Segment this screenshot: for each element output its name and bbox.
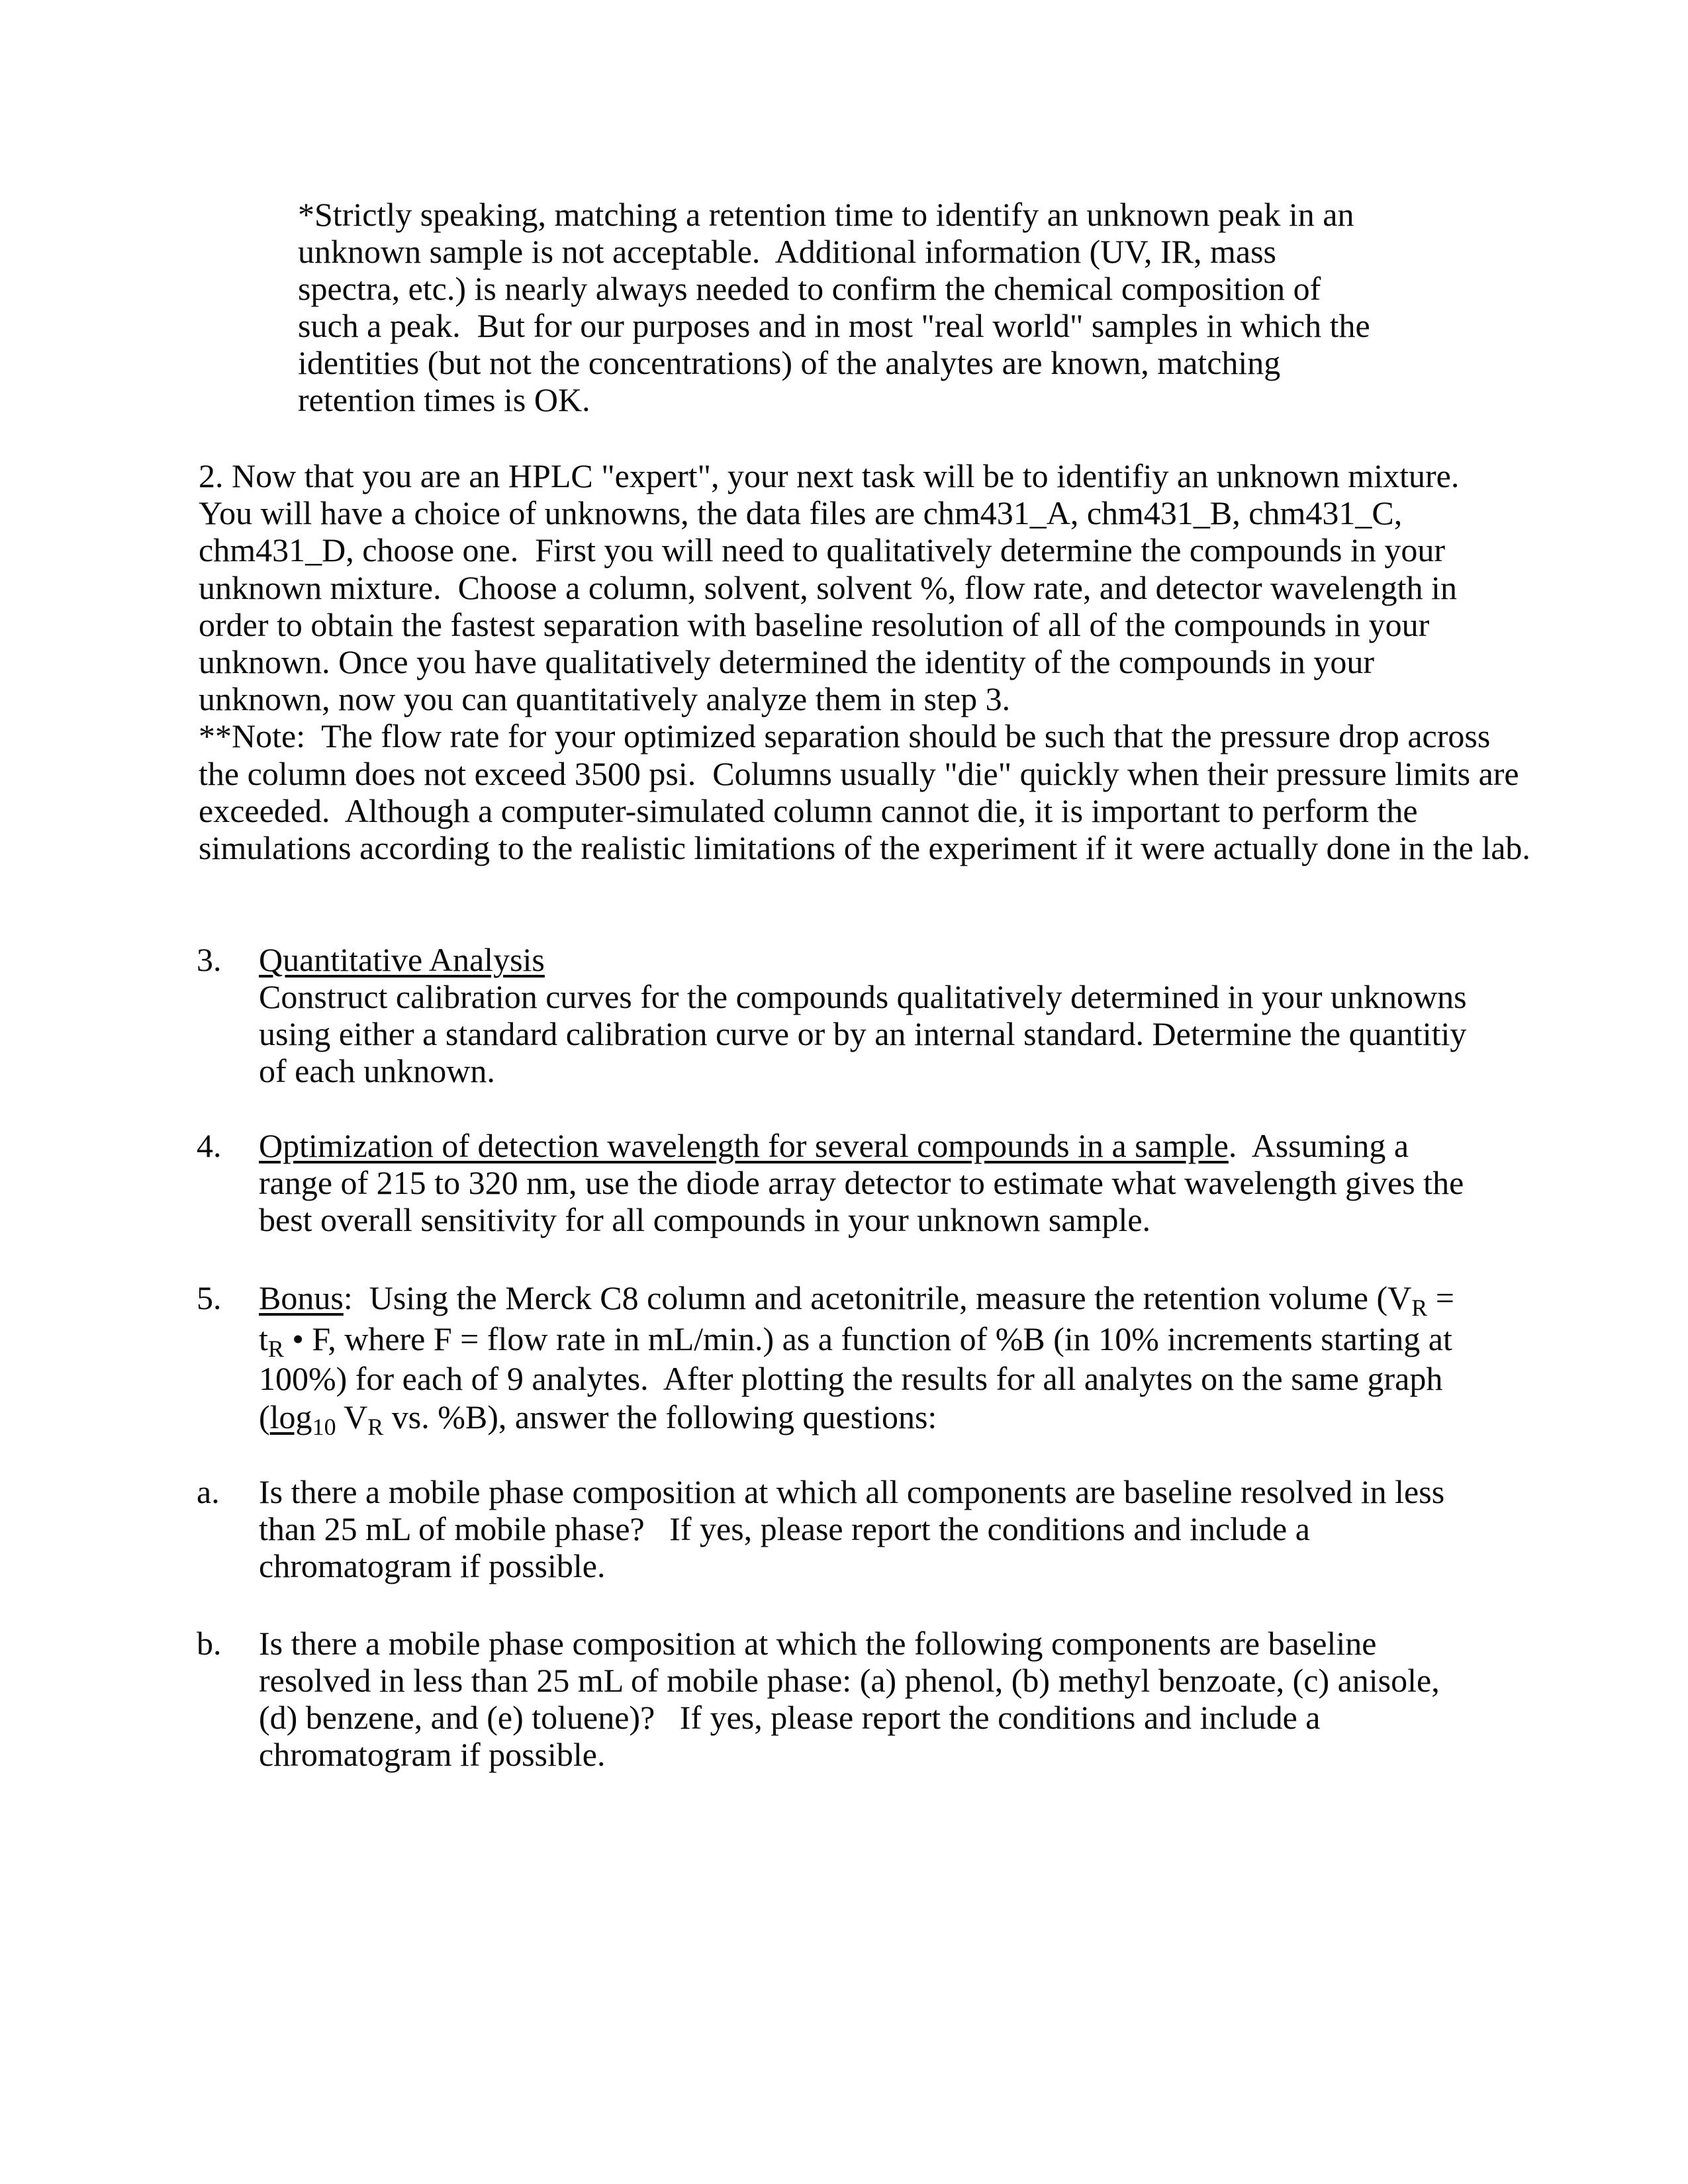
section-number: 4.	[197, 1127, 222, 1164]
question-label: b.	[197, 1625, 222, 1662]
question-label: a.	[197, 1473, 220, 1510]
section-5-line-3: 100%) for each of 9 analytes. After plotting the results for all analytes on the same graph	[259, 1360, 1443, 1397]
section-2-line: unknown mixture. Choose a column, solvent, solvent %, flow rate, and detector wavelength in	[199, 569, 1457, 606]
section-5-line-4	[259, 1398, 937, 1440]
section-2-line: chm431_D, choose one. First you will need to qualitatively determine the compounds in your	[199, 531, 1445, 569]
section-number: 5.	[197, 1279, 222, 1316]
section-number: 3.	[197, 941, 222, 978]
section-number: 2.	[199, 457, 224, 494]
section-5-text: (	[259, 1398, 270, 1435]
footnote-line: such a peak. But for our purposes and in most "real world" samples in which the	[298, 307, 1370, 344]
section-4-line: best overall sensitivity for all compounds in your unknown sample.	[259, 1201, 1151, 1238]
footnote-line: *Strictly speaking, matching a retention time to identify an unknown peak in an	[298, 196, 1354, 233]
section-5-text: • F, where F = flow rate in mL/min.) as a function of %B (in 10% increments starting at	[283, 1320, 1452, 1357]
section-4-heading: Optimization of detection wavelength for several compounds in a sample	[259, 1127, 1229, 1164]
subscript: 10	[312, 1414, 336, 1440]
section-3-line: of each unknown.	[259, 1052, 495, 1089]
footnote-line: spectra, etc.) is nearly always needed to confirm the chemical composition of	[298, 270, 1321, 307]
subscript: R	[267, 1336, 284, 1362]
section-5-line-2	[259, 1320, 1452, 1362]
note-line: exceeded. Although a computer-simulated column cannot die, it is important to perform the	[199, 792, 1418, 829]
section-2-first-line	[199, 459, 1459, 492]
footnote-line: unknown sample is not acceptable. Additional information (UV, IR, mass	[298, 233, 1277, 270]
section-2-line: order to obtain the fastest separation with baseline resolution of all of the compounds in your	[199, 606, 1430, 643]
section-5-line-1	[259, 1279, 1454, 1321]
section-5-text: : Using the Merck C8 column and acetonitrile, measure the retention volume (V	[343, 1279, 1412, 1316]
section-2-line: You will have a choice of unknowns, the data files are chm431_A, chm431_B, chm431_C,	[199, 494, 1403, 531]
section-4-heading-tail: . Assuming a	[1228, 1127, 1409, 1164]
subscript: R	[367, 1414, 384, 1440]
section-4-line: range of 215 to 320 nm, use the diode array detector to estimate what wavelength gives the	[259, 1164, 1464, 1201]
section-2-line: unknown. Once you have qualitatively determined the identity of the compounds in your	[199, 643, 1374, 680]
question-a-line: Is there a mobile phase composition at which all components are baseline resolved in less	[259, 1473, 1445, 1510]
note-line: **Note: The flow rate for your optimized separation should be such that the pressure drop across	[199, 717, 1491, 754]
note-line: the column does not exceed 3500 psi. Columns usually "die" quickly when their pressure limits are	[199, 755, 1519, 792]
section-3-heading: Quantitative Analysis	[259, 941, 545, 978]
bonus-heading: Bonus	[259, 1279, 344, 1316]
section-heading	[259, 943, 545, 976]
section-5-text: =	[1427, 1279, 1454, 1316]
section-5-text: t	[259, 1320, 268, 1357]
footnote-line: identities (but not the concentrations) of the analytes are known, matching	[298, 344, 1281, 381]
question-a-line: chromatogram if possible.	[259, 1547, 606, 1584]
section-2-line: unknown, now you can quantitatively analyze them in step 3.	[199, 680, 1011, 717]
section-5-text: V	[336, 1398, 368, 1435]
question-b-line: Is there a mobile phase composition at which the following components are baseline	[259, 1625, 1377, 1662]
section-3-line: Construct calibration curves for the compounds qualitatively determined in your unknowns	[259, 978, 1467, 1015]
footnote-line: retention times is OK.	[298, 381, 590, 418]
section-3-line: using either a standard calibration curve or by an internal standard. Determine the quantitiy	[259, 1015, 1467, 1052]
question-b-line: resolved in less than 25 mL of mobile phase: (a) phenol, (b) methyl benzoate, (c) anisole,	[259, 1662, 1440, 1699]
subscript: R	[1411, 1295, 1428, 1321]
section-2-text: Now that you are an HPLC "expert", your next task will be to identifiy an unknown mixture.	[223, 457, 1460, 494]
question-a-line: than 25 mL of mobile phase? If yes, please report the conditions and include a	[259, 1510, 1310, 1547]
question-b-line: chromatogram if possible.	[259, 1736, 606, 1773]
log-text: log	[269, 1398, 312, 1435]
question-b-line: (d) benzene, and (e) toluene)? If yes, please report the conditions and include a	[259, 1699, 1321, 1736]
section-5-text: vs. %B), answer the following questions:	[383, 1398, 937, 1435]
note-line: simulations according to the realistic limitations of the experiment if it were actually done in the lab.	[199, 829, 1530, 866]
section-4-first-line	[259, 1129, 1409, 1162]
